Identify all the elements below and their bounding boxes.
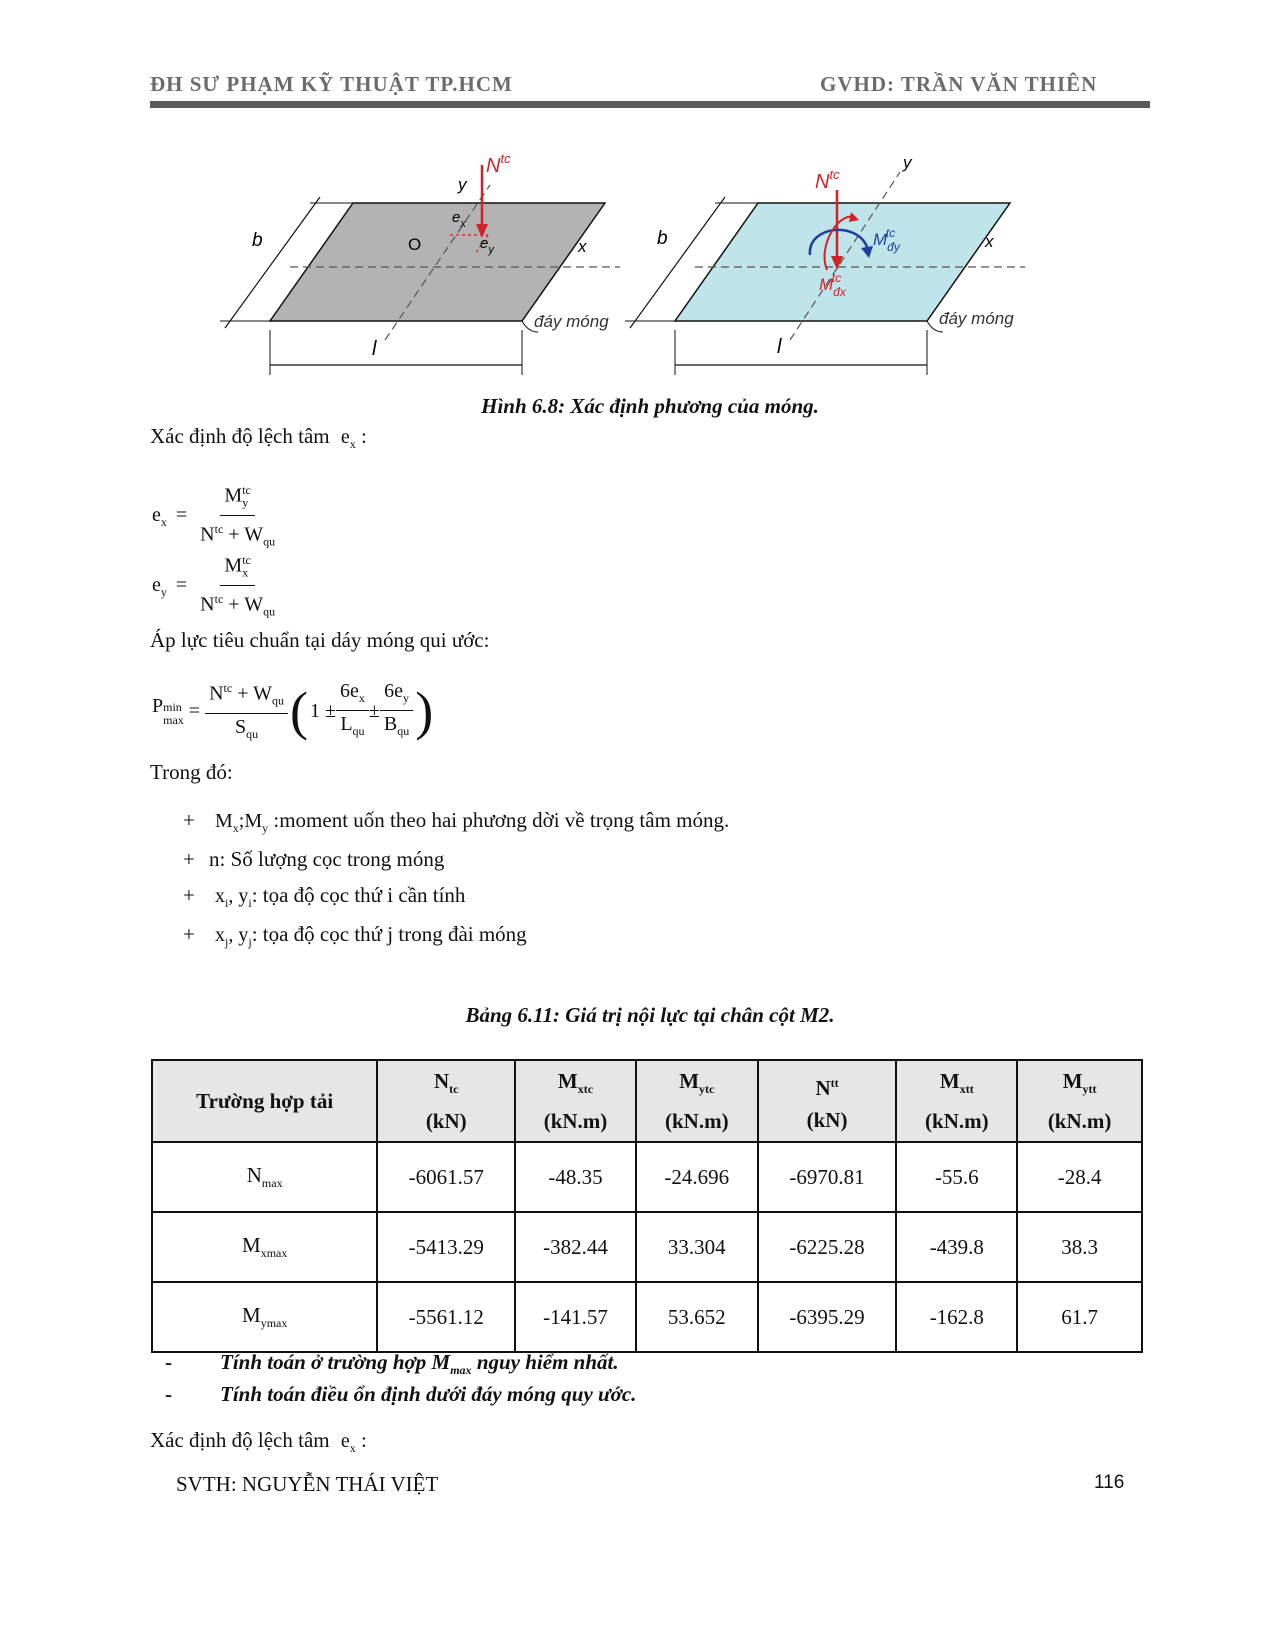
svg-text:b: b [252, 230, 263, 251]
right-diagram [625, 153, 1025, 375]
value-cell: 61.7 [1017, 1282, 1142, 1352]
header-rule [150, 101, 1150, 108]
where-label: Trong đó: [150, 760, 233, 784]
svg-text:x: x [985, 232, 994, 251]
svg-text:y: y [903, 153, 912, 172]
svg-text:Ntc: $N^{tc}$ [815, 167, 840, 193]
svg-text:O: O [408, 235, 422, 254]
header-cell: $M_{xtt}$ (kN.m) [896, 1060, 1017, 1142]
note-item: - Tính toán ở trường hợp $M_{max}$ nguy hiểm nhất. [165, 1350, 619, 1378]
value-cell: -6395.29 [758, 1282, 897, 1352]
header-cell: $M_{ytt}$ (kN.m) [1017, 1060, 1142, 1142]
value-cell: -5413.29 [377, 1212, 515, 1282]
bullet-item: + $x_i$, $y_i$: tọa độ cọc thứ i cần tính [183, 883, 466, 910]
bullet-item: + $x_j$, $y_j$: tọa độ cọc thứ j trong đài móng [183, 922, 527, 949]
header-school: ĐH SƯ PHẠM KỸ THUẬT TP.HCM [150, 72, 513, 96]
value-cell: -28.4 [1017, 1142, 1142, 1212]
value-cell: -6225.28 [758, 1212, 897, 1282]
value-cell: -162.8 [896, 1282, 1017, 1352]
header-cell: $N_{tc}$ (kN) [377, 1060, 515, 1142]
value-cell: 33.304 [636, 1212, 758, 1282]
header-advisor: GVHD: TRẦN VĂN THIÊN [820, 72, 1098, 96]
footer-student: SVTH: NGUYỄN THÁI VIỆT [176, 1472, 439, 1496]
value-cell: 53.652 [636, 1282, 758, 1352]
value-cell: -382.44 [515, 1212, 636, 1282]
note-item: - Tính toán điều ổn định dưới đáy móng quy ước. [165, 1382, 637, 1406]
ex-formula: $e_x$ = $\frac{M_y^{tc}}{N^{tc} + W_{qu}}$ [152, 478, 279, 554]
svg-text:Mđytc: $M_{đy}tc$ [873, 226, 900, 254]
eccentricity-intro: Xác định độ lệch tâm $e_x$ : [150, 424, 367, 451]
left-N-label: $N^{tc}$ [486, 151, 511, 177]
case-cell: $N_{max}$ [152, 1142, 377, 1212]
value-cell: -6061.57 [377, 1142, 515, 1212]
svg-text:l: l [372, 338, 377, 360]
svg-text:đáy móng: đáy móng [939, 309, 1014, 328]
table-header-row [152, 1060, 1142, 1142]
header-case: Trường hợp tải [152, 1060, 377, 1142]
figure-caption: Hình 6.8: Xác định phương của móng. [481, 394, 819, 418]
blue-plate [675, 203, 1010, 321]
table-caption: Bảng 6.11: Giá trị nội lực tại chân cột M2. [465, 1003, 835, 1027]
svg-text:ex: $e_x$ [452, 209, 466, 230]
svg-text:x: x [578, 237, 587, 256]
svg-text:y: y [458, 175, 467, 194]
internal-force-table [151, 1059, 1143, 1353]
page-number: 116 [1094, 1472, 1125, 1493]
svg-text:Mđxtc: $M_{đx}tc$ [819, 271, 846, 299]
svg-text:đáy móng: đáy móng [534, 312, 609, 331]
foundation-figure [150, 150, 1090, 380]
value-cell: -5561.12 [377, 1282, 515, 1352]
case-cell: $M_{xmax}$ [152, 1212, 377, 1282]
svg-text:b: b [657, 228, 668, 249]
value-cell: -24.696 [636, 1142, 758, 1212]
pressure-formula: P min max = $\frac{N^{tc} + W_{qu}}{S_{qu}}$ ( 1 ± $\frac{6e_x}{L_{qu}}$ ± $\frac{6e_y}{B_{qu}}$ ) [152, 676, 433, 747]
ey-formula: $e_y$ = $\frac{M_x^{tc}}{N^{tc} + W_{qu}}$ [152, 548, 279, 624]
pressure-title: Áp lực tiêu chuẩn tại dáy móng qui ước: [150, 628, 490, 652]
eccentricity-intro-2: Xác định độ lệch tâm $e_x$ : [150, 1428, 367, 1455]
table-row [152, 1142, 1142, 1212]
value-cell: -6970.81 [758, 1142, 897, 1212]
bullet-item: + $M_x;M_y$ :moment uốn theo hai phương dời về trọng tâm móng. [183, 808, 730, 835]
header-cell: $N^{tt}$ (kN) [758, 1060, 897, 1142]
table-row [152, 1212, 1142, 1282]
value-cell: -48.35 [515, 1142, 636, 1212]
value-cell: -141.57 [515, 1282, 636, 1352]
svg-text:ey: $e_y$ [480, 235, 494, 256]
svg-text:l: l [777, 336, 782, 358]
header-cell: $M_{ytc}$ (kN.m) [636, 1060, 758, 1142]
table-row [152, 1282, 1142, 1352]
bullet-item: + n: Số lượng cọc trong móng [183, 847, 445, 871]
header-cell: $M_{xtc}$ (kN.m) [515, 1060, 636, 1142]
value-cell: 38.3 [1017, 1212, 1142, 1282]
value-cell: -439.8 [896, 1212, 1017, 1282]
left-diagram [220, 151, 620, 375]
value-cell: -55.6 [896, 1142, 1017, 1212]
case-cell: $M_{ymax}$ [152, 1282, 377, 1352]
